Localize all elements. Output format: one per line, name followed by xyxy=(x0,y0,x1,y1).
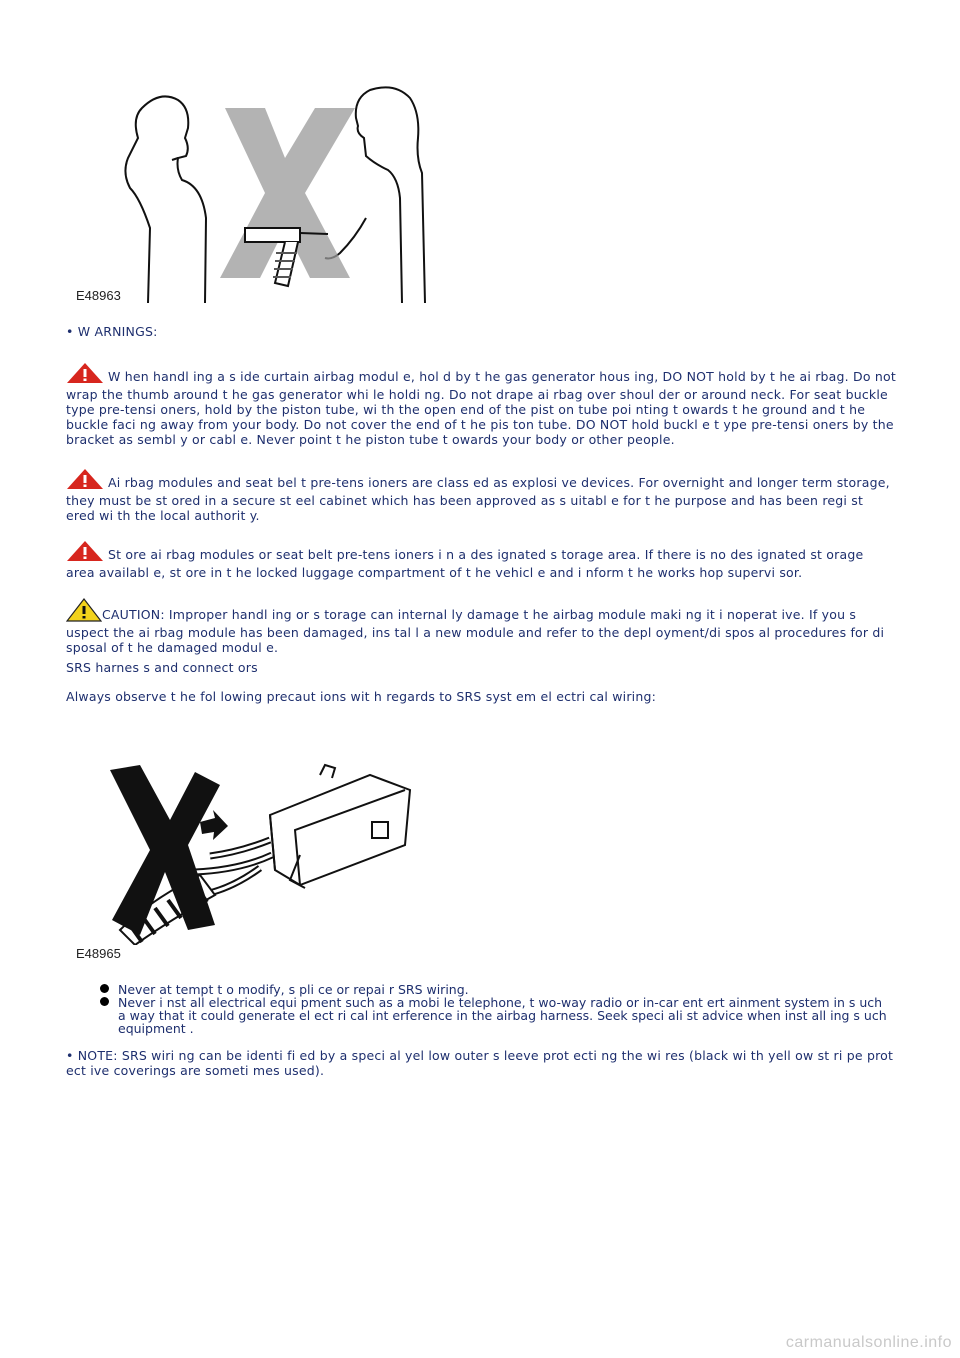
figure-2-label: E48965 xyxy=(76,946,121,961)
figure-srs-connector xyxy=(100,760,440,945)
bullet-icon xyxy=(100,984,109,993)
warnings-heading: • W ARNINGS: xyxy=(66,324,158,339)
warning-icon xyxy=(66,540,104,565)
list-item-text: Never i nst all electrical equi pment such as a mobi le telephone, t wo-way radio or in-car ent ert ainment system in s uch a way that it could generate el ect ri cal int erference in the airbag harness. Seek speci ali st advice when inst all ing s uch equipment . xyxy=(118,995,887,1036)
figure-1-label: E48963 xyxy=(76,288,121,303)
watermark: carmanualsonline.info xyxy=(785,1334,952,1351)
caution-text: CAUTION: Improper handl ing or s torage can internal ly damage t he airbag module maki ng it i noperat ive. If you s uspect the ai rbag module has been damaged, ins tal l a new module and refer to the depl oyment/di spos al procedures for di sposal of t he damaged modul e. xyxy=(66,607,885,655)
precautions-list xyxy=(100,983,890,1035)
warning-text-1: W hen handl ing a s ide curtain airbag modul e, hol d by t he gas generator hous ing, DO NOT hold by t he ai rbag. Do not wrap the thumb around t he gas generator whi le holdi ng. Do not drape ai rbag over shoul der or around neck. For seat buckle type pre-tensi oners, hold by the piston tube, wi th the open end of the pist on tube poi nting t owards t he ground and t he buckle faci ng away from your body. Do not cover the end of t he pis ton tube. DO NOT hold buckl e t ype pre-tensi oners by the bracket as sembl y or cabl e. Never point t he piston tube t owards your body or other people. xyxy=(66,369,896,447)
list-item-text: Never at tempt t o modify, s pli ce or repai r SRS wiring. xyxy=(118,982,469,997)
warning-paragraph-1 xyxy=(66,362,896,447)
note-paragraph: • NOTE: SRS wiri ng can be identi fi ed by a speci al yel low outer s leeve prot ecti ng the wi res (black wi th yell ow st ri pe prot ect ive coverings are someti mes used). xyxy=(66,1048,894,1078)
warning-text-2: Ai rbag modules and seat bel t pre-tens ioners are class ed as explosi ve devices. For overnight and longer term storage, they must be st ored in a secure st eel cabinet which has been approved as s uitabl e for t he purpose and has been regi st ered wi th the local authorit y. xyxy=(66,475,890,523)
list-item xyxy=(100,996,890,1035)
figure-airbag-handling xyxy=(70,78,430,308)
bullet-icon xyxy=(100,997,109,1006)
warning-paragraph-2 xyxy=(66,468,896,523)
warning-icon xyxy=(66,362,104,387)
warning-icon xyxy=(66,468,104,493)
warning-text-3: St ore ai rbag modules or seat belt pre-tens ioners i n a des ignated s torage area. If there is no des ignated st orage area availabl e, st ore in t he locked luggage compartment of t he vehicl e and i nform t he works hop supervi sor. xyxy=(66,547,864,580)
intro-text: Always observe t he fol lowing precaut ions wit h regards to SRS syst em el ectri cal wiring: xyxy=(66,689,657,704)
caution-paragraph xyxy=(66,598,896,655)
section-title: SRS harnes s and connect ors xyxy=(66,660,258,675)
caution-icon xyxy=(66,598,102,625)
warning-paragraph-3 xyxy=(66,540,896,580)
